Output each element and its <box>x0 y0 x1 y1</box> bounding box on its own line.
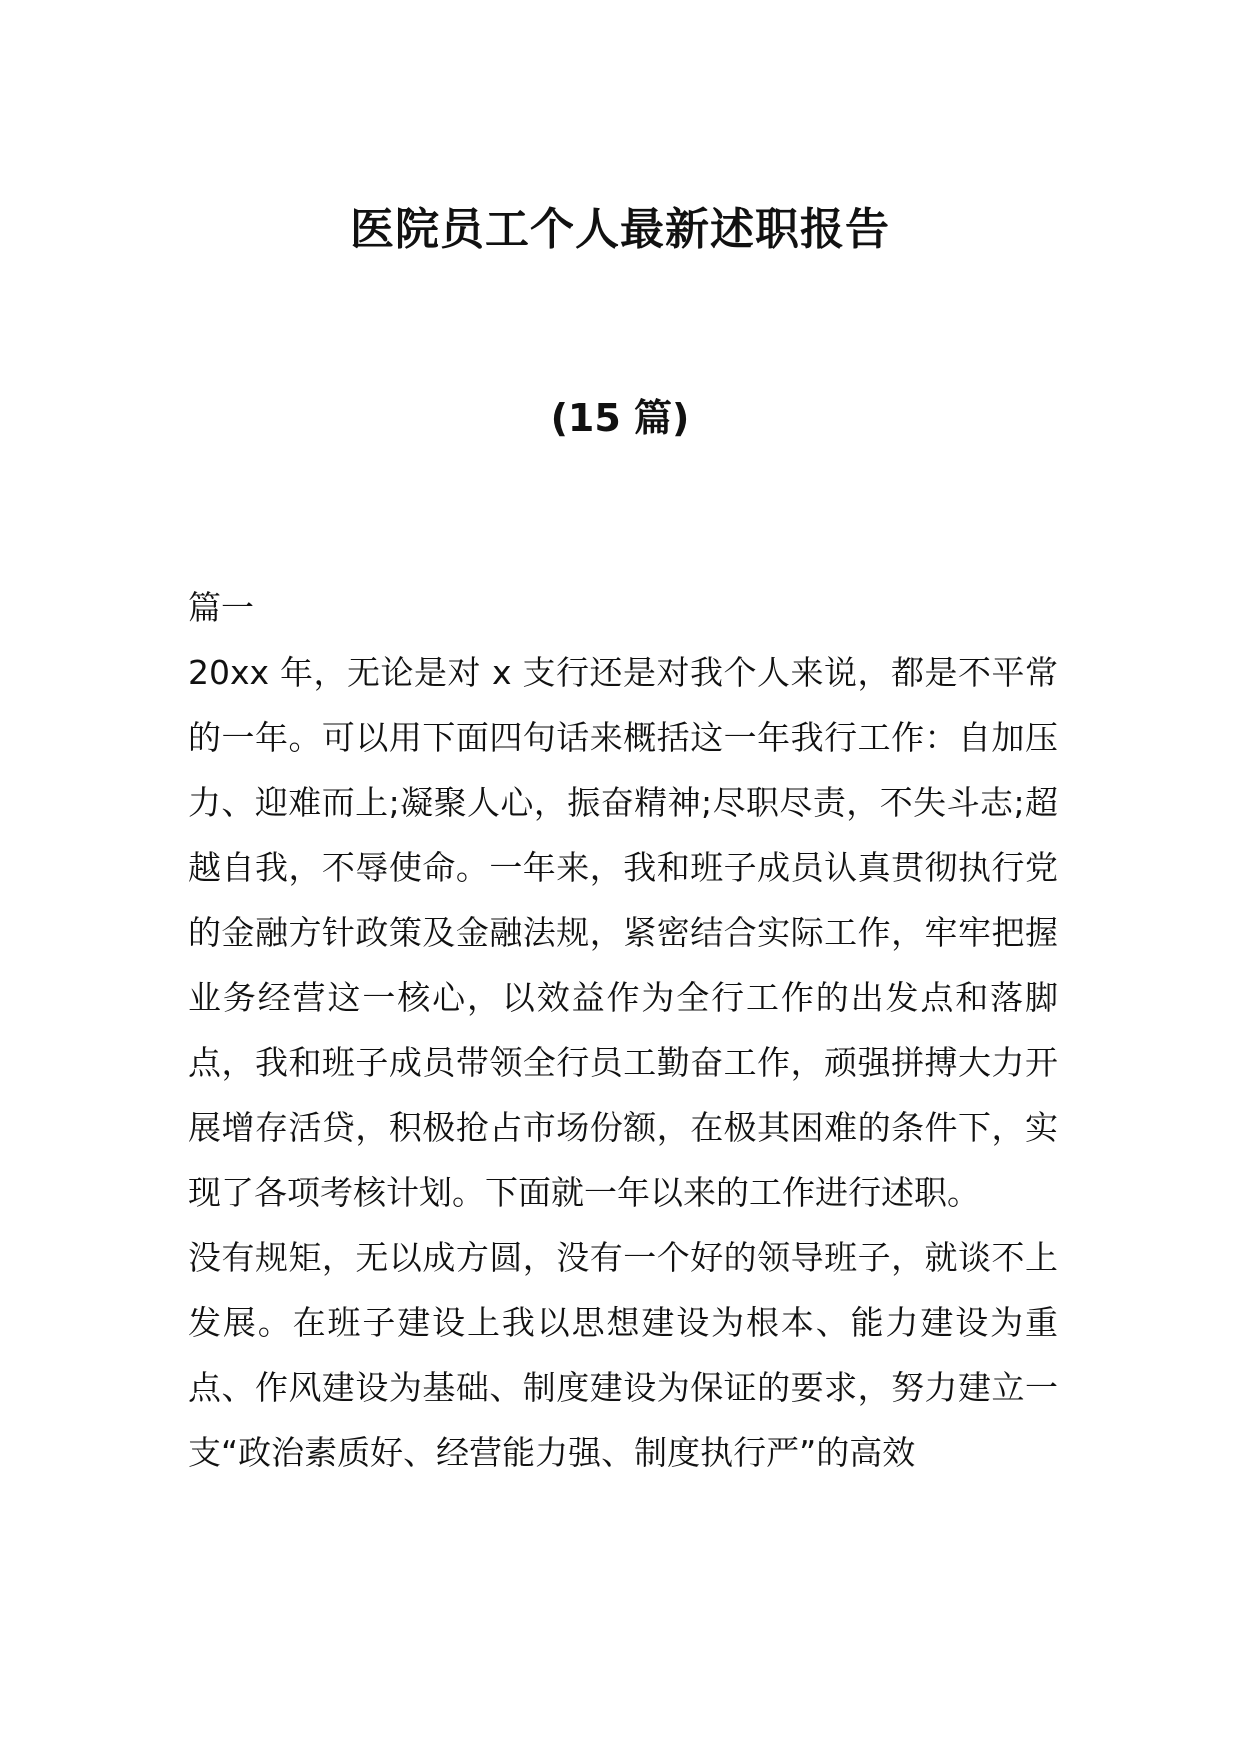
paragraph-1: 20xx 年，无论是对 x 支行还是对我个人来说，都是不平常的一年。可以用下面四句话来概括这一年我行工作：自加压力、迎难而上;凝聚人心，振奋精神;尽职尽责，不失斗志;超越自我，不辱使命。一年来，我和班子成员认真贯彻执行党的金融方针政策及金融法规，紧密结合实际工作，牢牢把握业务经营这一核心，以效益作为全行工作的出发点和落脚点，我和班子成员带领全行员工勤奋工作，顽强拼搏大力开展增存活贷，积极抢占市场份额，在极其困难的条件下，实现了各项考核计划。下面就一年以来的工作进行述职。 <box>188 653 1058 1212</box>
document-subtitle: (15 篇) <box>550 396 690 440</box>
section-label: 篇一 <box>188 588 254 627</box>
document-title: 医院员工个人最新述职报告 <box>350 204 890 255</box>
paragraph-2: 没有规矩，无以成方圆，没有一个好的领导班子，就谈不上发展。在班子建设上我以思想建设为根本、能力建设为重点、作风建设为基础、制度建设为保证的要求，努力建立一支“政治素质好、经营能力强、制度执行严”的高效 <box>188 1238 1058 1472</box>
document-body <box>188 575 1058 1485</box>
